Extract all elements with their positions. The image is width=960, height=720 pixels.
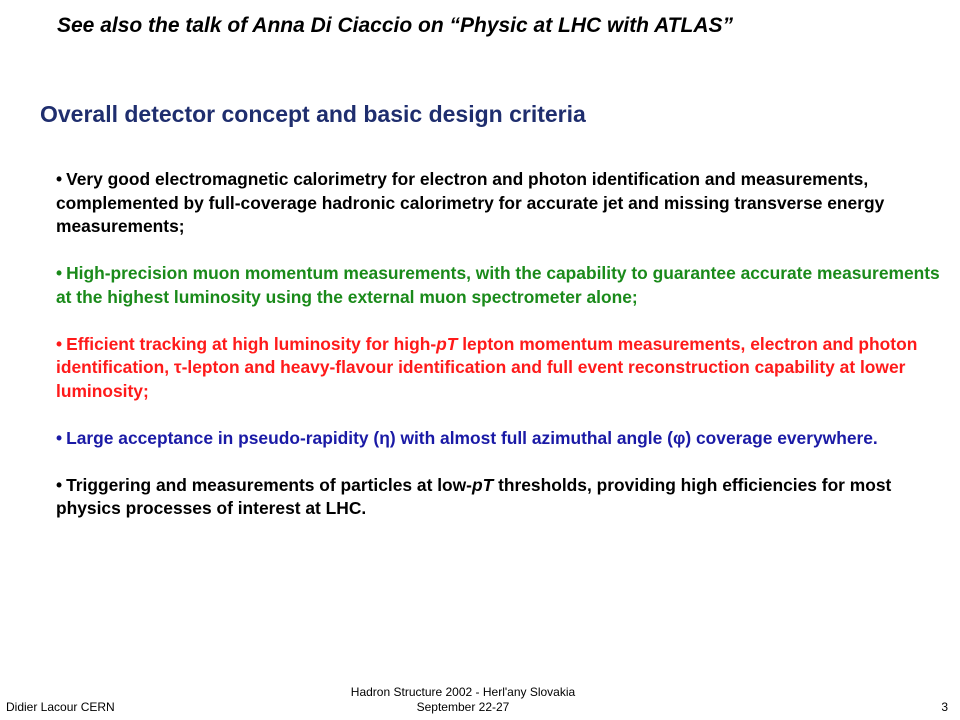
footer-conference: [0, 685, 926, 715]
footer-conference-date: September 22-27: [416, 700, 510, 714]
bullet-calorimetry: [56, 168, 946, 239]
bullet-text-c: ) coverage everywhere.: [685, 427, 878, 448]
bullet-dot: •: [56, 169, 63, 189]
slide-title: Overall detector concept and basic design criteria: [40, 101, 586, 127]
bullet-text: Very good electromagnetic calorimetry for electron and photon identification and measurements, complemented by full-coverage hadronic calorimetry for accurate jet and missing transverse energy measurements;: [56, 169, 885, 236]
bullet-tracking: [56, 333, 946, 404]
footer-author: Didier Lacour CERN: [6, 700, 115, 714]
bullet-muon: [56, 262, 946, 309]
bullet-text: High-precision muon momentum measurements, with the capability to guarantee accurate measurements at the highest luminosity using the external muon spectrometer alone;: [56, 263, 940, 307]
phi-symbol: φ: [672, 427, 686, 448]
tau-symbol: τ: [173, 357, 182, 377]
bullet-dot: •: [56, 263, 63, 283]
bullet-text-c: thresholds, providing high efficiencies for most physics processes of interest at LHC.: [56, 474, 892, 518]
bullet-text-d: -lepton and heavy-flavour identification and full event reconstruction capability at lower luminosity;: [56, 357, 906, 401]
bullet-text-a: Efficient tracking at high luminosity for high-: [66, 333, 437, 354]
footer-conference-name: Hadron Structure 2002 - Herl'any Slovakia: [350, 685, 576, 699]
bullet-dot: •: [56, 333, 63, 354]
bullet-acceptance: [56, 427, 946, 451]
bullet-list: [56, 168, 946, 544]
pt-symbol: pT: [436, 333, 458, 354]
eta-symbol: η: [379, 427, 390, 448]
bullet-dot: •: [56, 427, 63, 448]
bullet-text-a: Large acceptance in pseudo-rapidity (: [66, 427, 380, 448]
bullet-text-b: ) with almost full azimuthal angle (: [389, 427, 673, 448]
top-note: See also the talk of Anna Di Ciaccio on “Physic at LHC with ATLAS”: [57, 14, 733, 37]
bullet-text-c: lepton momentum measurements, electron and photon identification,: [56, 333, 918, 377]
bullet-text-a: Triggering and measurements of particles at low-: [66, 474, 472, 495]
bullet-dot: •: [56, 474, 63, 495]
page-number: 3: [941, 700, 948, 714]
bullet-triggering: [56, 474, 946, 521]
pt-symbol: pT: [471, 474, 494, 495]
